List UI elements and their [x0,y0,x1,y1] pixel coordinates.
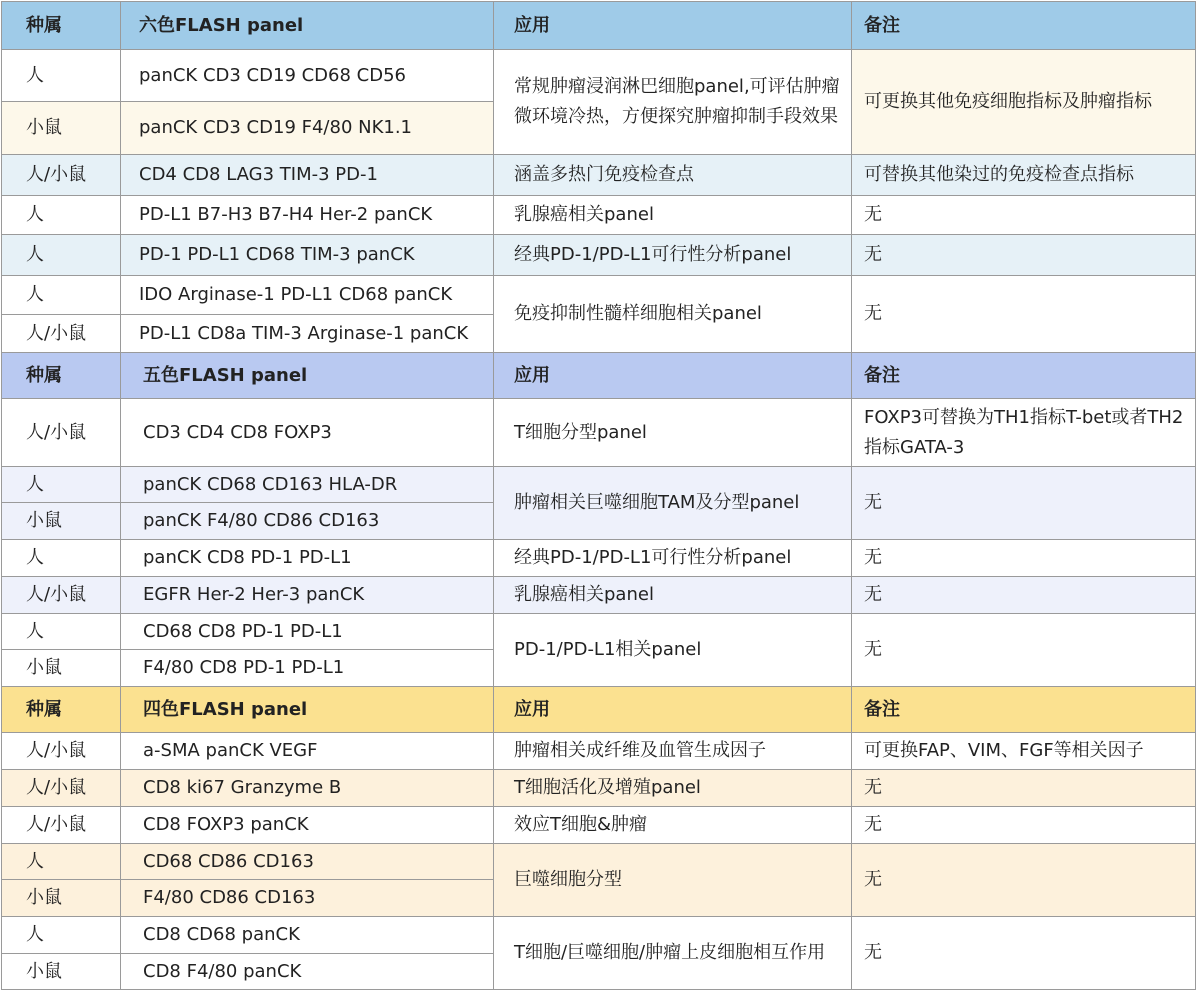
species-cell: 人 [2,50,121,102]
header-species: 种属 [2,353,121,399]
table-row [2,276,1196,315]
species-cell: 人/小鼠 [2,807,121,844]
panel-cell: PD-L1 CD8a TIM-3 Arginase-1 panCK [121,315,494,353]
header-panel: 六色FLASH panel [121,2,494,50]
note-cell: 无 [852,844,1196,917]
panel-cell: panCK CD3 CD19 CD68 CD56 [121,50,494,102]
panel-cell: panCK F4/80 CD86 CD163 [121,503,494,540]
table-row [2,50,1196,102]
note-cell: 无 [852,540,1196,577]
header-note: 备注 [852,353,1196,399]
note-cell: 无 [852,917,1196,990]
table-row [2,733,1196,770]
note-cell: 可更换FAP、VIM、FGF等相关因子 [852,733,1196,770]
application-cell: 肿瘤相关成纤维及血管生成因子 [494,733,852,770]
panel-cell: panCK CD68 CD163 HLA-DR [121,467,494,503]
header-species: 种属 [2,2,121,50]
table-row [2,917,1196,954]
panel-cell: PD-L1 B7-H3 B7-H4 Her-2 panCK [121,196,494,235]
species-cell: 人 [2,196,121,235]
header-application: 应用 [494,687,852,733]
species-cell: 人 [2,614,121,650]
note-cell: 无 [852,770,1196,807]
header-note: 备注 [852,687,1196,733]
species-cell: 人 [2,540,121,577]
species-cell: 人/小鼠 [2,155,121,196]
application-cell: 经典PD-1/PD-L1可行性分析panel [494,235,852,276]
header-panel: 五色FLASH panel [121,353,494,399]
panel-cell: CD8 ki67 Granzyme B [121,770,494,807]
table-row [2,467,1196,503]
species-cell: 小鼠 [2,503,121,540]
panel-cell: CD4 CD8 LAG3 TIM-3 PD-1 [121,155,494,196]
header-application: 应用 [494,2,852,50]
table-row [2,770,1196,807]
table-row [2,540,1196,577]
application-cell: 效应T细胞&肿瘤 [494,807,852,844]
application-cell: 经典PD-1/PD-L1可行性分析panel [494,540,852,577]
note-cell: 无 [852,276,1196,353]
note-cell: 无 [852,235,1196,276]
panel-cell: panCK CD8 PD-1 PD-L1 [121,540,494,577]
species-cell: 人 [2,467,121,503]
panel-cell: CD8 CD68 panCK [121,917,494,954]
table-row [2,399,1196,467]
table-row [2,196,1196,235]
section-header-six-color [2,2,1196,50]
species-cell: 人 [2,235,121,276]
panel-cell: panCK CD3 CD19 F4/80 NK1.1 [121,102,494,155]
species-cell: 人/小鼠 [2,577,121,614]
note-cell: 可替换其他染过的免疫检查点指标 [852,155,1196,196]
application-cell: 常规肿瘤浸润淋巴细胞panel,可评估肿瘤微环境冷热，方便探究肿瘤抑制手段效果 [494,50,852,155]
table-row [2,807,1196,844]
species-cell: 人 [2,844,121,880]
panel-cell: CD68 CD86 CD163 [121,844,494,880]
application-cell: PD-1/PD-L1相关panel [494,614,852,687]
header-species: 种属 [2,687,121,733]
species-cell: 小鼠 [2,880,121,917]
application-cell: 免疫抑制性髓样细胞相关panel [494,276,852,353]
note-cell: 无 [852,467,1196,540]
note-cell: 无 [852,577,1196,614]
species-cell: 小鼠 [2,102,121,155]
panel-cell: F4/80 CD8 PD-1 PD-L1 [121,650,494,687]
table-row [2,235,1196,276]
table-row [2,614,1196,650]
note-cell: FOXP3可替换为TH1指标T-bet或者TH2指标GATA-3 [852,399,1196,467]
application-cell: 肿瘤相关巨噬细胞TAM及分型panel [494,467,852,540]
application-cell: T细胞活化及增殖panel [494,770,852,807]
application-cell: T细胞/巨噬细胞/肿瘤上皮细胞相互作用 [494,917,852,990]
species-cell: 人 [2,276,121,315]
species-cell: 人/小鼠 [2,399,121,467]
species-cell: 小鼠 [2,650,121,687]
section-header-five-color [2,353,1196,399]
panel-cell: CD3 CD4 CD8 FOXP3 [121,399,494,467]
species-cell: 人/小鼠 [2,315,121,353]
species-cell: 人 [2,917,121,954]
application-cell: 乳腺癌相关panel [494,196,852,235]
header-application: 应用 [494,353,852,399]
application-cell: T细胞分型panel [494,399,852,467]
application-cell: 涵盖多热门免疫检查点 [494,155,852,196]
note-cell: 无 [852,196,1196,235]
panel-cell: a-SMA panCK VEGF [121,733,494,770]
table-row [2,577,1196,614]
application-cell: 乳腺癌相关panel [494,577,852,614]
note-cell: 无 [852,614,1196,687]
table-row [2,844,1196,880]
panel-cell: CD8 FOXP3 panCK [121,807,494,844]
header-panel: 四色FLASH panel [121,687,494,733]
note-cell: 无 [852,807,1196,844]
header-note: 备注 [852,2,1196,50]
species-cell: 人/小鼠 [2,733,121,770]
application-cell: 巨噬细胞分型 [494,844,852,917]
table-row [2,155,1196,196]
flash-panel-table [1,1,1196,990]
panel-cell: IDO Arginase-1 PD-L1 CD68 panCK [121,276,494,315]
note-cell: 可更换其他免疫细胞指标及肿瘤指标 [852,50,1196,155]
section-header-four-color [2,687,1196,733]
panel-cell: CD8 F4/80 panCK [121,954,494,990]
panel-cell: CD68 CD8 PD-1 PD-L1 [121,614,494,650]
panel-cell: PD-1 PD-L1 CD68 TIM-3 panCK [121,235,494,276]
panel-cell: EGFR Her-2 Her-3 panCK [121,577,494,614]
panel-cell: F4/80 CD86 CD163 [121,880,494,917]
species-cell: 小鼠 [2,954,121,990]
species-cell: 人/小鼠 [2,770,121,807]
